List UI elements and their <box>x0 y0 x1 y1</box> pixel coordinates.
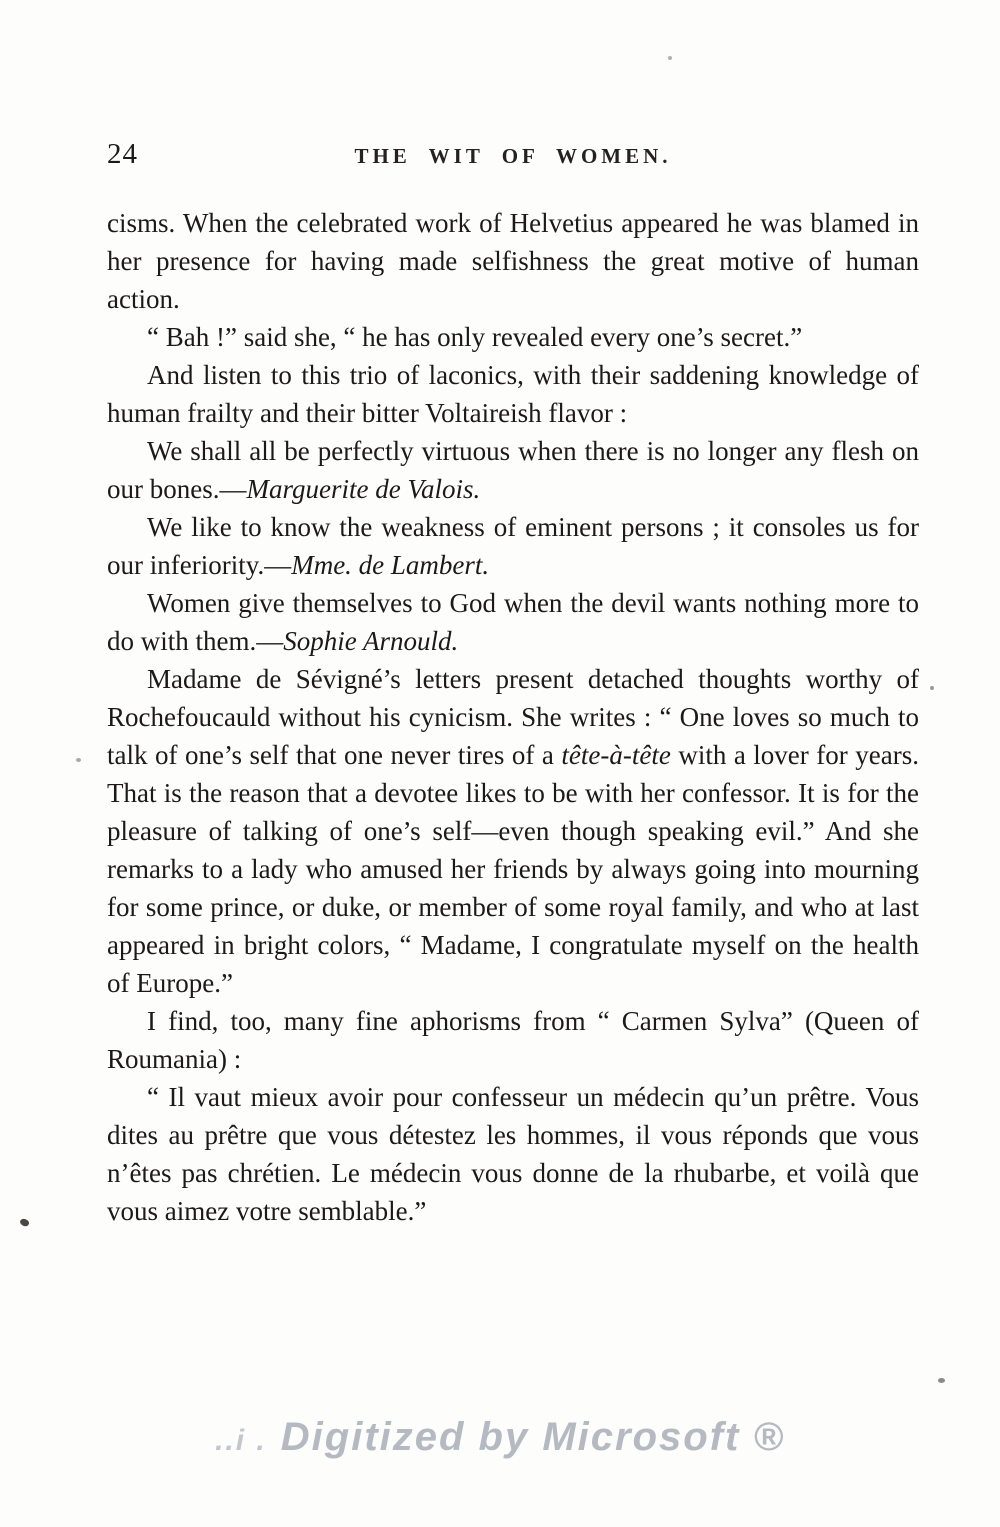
scan-speck <box>19 1217 30 1228</box>
text-body <box>107 204 919 1230</box>
watermark-artifact: ..i . <box>215 1424 267 1457</box>
scan-speck <box>938 1378 945 1383</box>
scan-speck <box>668 56 672 60</box>
italic-text: Marguerite de Valois. <box>246 474 481 504</box>
scan-speck <box>930 686 934 690</box>
paragraph-text: cisms. When the celebrated work of Helvetius appeared he was blamed in her presence for having made selfishness the great motive of human action. <box>107 208 919 314</box>
italic-text: tête-à-tête <box>561 740 671 770</box>
paragraph <box>107 584 919 660</box>
running-header-title: THE WIT OF WOMEN. <box>354 144 672 168</box>
paragraph <box>107 432 919 508</box>
paragraph-text: with a lover for years. That is the reason that a devotee likes to be with her confessor. It is for the pleasure of talking of one’s self—even though speaking evil.” And she remarks to a lady who amused her friends by always going into mourning for some prince, or duke, or member of some royal family, and who at last appeared in bright colors, “ Madame, I congratulate myself on the health of Europe.” <box>107 740 919 998</box>
paragraph-text: And listen to this trio of laconics, with their saddening knowledge of human frailty and their bitter Voltaireish flavor : <box>107 360 919 428</box>
page-header <box>107 138 919 174</box>
paragraph <box>107 1002 919 1078</box>
paragraph <box>107 204 919 318</box>
paragraph-text: “ Bah !” said she, “ he has only revealed every one’s secret.” <box>147 322 803 352</box>
italic-text: Mme. de Lambert. <box>291 550 490 580</box>
watermark <box>0 1415 1000 1460</box>
paragraph-text: Madame de Sévigné’s letters present detached thoughts worthy of Rochefoucauld without his cynicism. She writes : “ One loves so much to talk of one’s self that one never tires of a <box>107 664 919 770</box>
italic-text: Sophie Arnould. <box>283 626 459 656</box>
page-number: 24 <box>107 138 138 170</box>
paragraph-text: Women give themselves to God when the devil wants nothing more to do with them.— <box>107 588 919 656</box>
paragraph-text: “ Il vaut mieux avoir pour confesseur un médecin qu’un prêtre. Vous dites au prêtre que vous détestez les hommes, il vous réponds que vous n’êtes pas chrétien. Le médecin vous donne de la rhubarbe, et voilà que vous aimez votre semblable.” <box>107 1082 919 1226</box>
paragraph <box>107 508 919 584</box>
paragraph-text: We shall all be perfectly virtuous when there is no longer any flesh on our bones.— <box>107 436 919 504</box>
scan-speck <box>76 758 81 762</box>
paragraph <box>107 356 919 432</box>
watermark-text: Digitized by Microsoft ® <box>280 1415 785 1459</box>
paragraph-text: We like to know the weakness of eminent persons ; it consoles us for our inferiority.— <box>107 512 919 580</box>
paragraph <box>107 1078 919 1230</box>
paragraph <box>107 318 919 356</box>
paragraph-text: I find, too, many fine aphorisms from “ Carmen Sylva” (Queen of Roumania) : <box>107 1006 919 1074</box>
paragraph <box>107 660 919 1002</box>
